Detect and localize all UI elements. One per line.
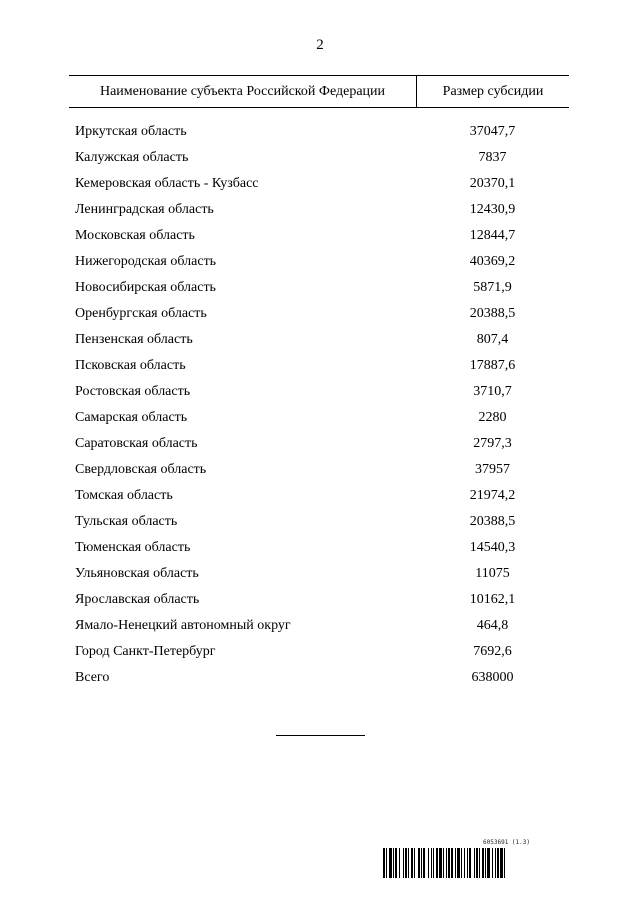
table-row [69, 327, 569, 353]
barcode-bar [403, 848, 404, 878]
header-subsidy-amount: Размер субсидии [442, 84, 544, 99]
table-row [69, 561, 569, 587]
row-subject-name: Нижегородская область [75, 254, 217, 269]
row-subject-name: Ярославская область [75, 592, 200, 607]
barcode-bar [500, 848, 503, 878]
barcode-bar [439, 848, 442, 878]
row-subsidy-amount: 21974,2 [469, 488, 516, 503]
table-row [69, 353, 569, 379]
barcode-bar [383, 848, 385, 878]
subsidy-table [69, 75, 569, 691]
barcode-bar [485, 848, 486, 878]
table-row [69, 119, 569, 145]
table-row [69, 457, 569, 483]
barcode-bar [428, 848, 429, 878]
row-subject-name: Томская область [75, 488, 173, 503]
barcode-bar [431, 848, 432, 878]
barcode-bar [448, 848, 450, 878]
row-subject-name: Иркутская область [75, 124, 187, 139]
table-row [69, 483, 569, 509]
table-body [69, 119, 569, 691]
row-subsidy-amount: 12844,7 [469, 228, 516, 243]
row-subsidy-amount: 464,8 [476, 618, 509, 633]
barcode-bar [421, 848, 422, 878]
barcode-bar [469, 848, 471, 878]
row-subject-name: Тюменская область [75, 540, 191, 555]
barcode-bar [464, 848, 465, 878]
row-subject-name: Новосибирская область [75, 280, 216, 295]
barcode-bar [418, 848, 420, 878]
row-subject-name: Псковская область [75, 358, 186, 373]
row-subject-name: Саратовская область [75, 436, 198, 451]
barcode-bar [476, 848, 478, 878]
row-subject-name: Самарская область [75, 410, 188, 425]
row-subsidy-amount: 20388,5 [469, 306, 516, 321]
barcode-bar [393, 848, 394, 878]
page-number: 2 [316, 37, 324, 53]
barcode-bar [504, 848, 505, 878]
row-subject-name: Кемеровская область - Кузбасс [75, 176, 259, 191]
row-subject-name: Свердловская область [75, 462, 207, 477]
table-row [69, 535, 569, 561]
barcode-bar [455, 848, 456, 878]
table-row [69, 639, 569, 665]
row-subsidy-amount: 11075 [475, 566, 510, 581]
table-row [69, 379, 569, 405]
barcode-bar [436, 848, 438, 878]
table-row [69, 509, 569, 535]
barcode-icon [383, 848, 590, 878]
row-subsidy-amount: 37047,7 [469, 124, 516, 139]
row-subject-name: Ростовская область [75, 384, 191, 399]
row-subject-name: Оренбургская область [75, 306, 207, 321]
row-total-label: Всего [75, 670, 110, 685]
row-subsidy-amount: 12430,9 [469, 202, 516, 217]
row-subsidy-amount: 37957 [475, 462, 510, 477]
barcode-bar [497, 848, 499, 878]
row-subsidy-amount: 807,4 [476, 332, 509, 347]
barcode-bar [414, 848, 415, 878]
table-row-total [69, 665, 569, 691]
row-subject-name: Калужская область [75, 150, 189, 165]
barcode-bar [389, 848, 392, 878]
row-subsidy-amount: 7837 [478, 150, 507, 165]
row-subsidy-amount: 10162,1 [469, 592, 516, 607]
barcode-bar [386, 848, 387, 878]
barcode-bar [495, 848, 496, 878]
barcode-bar [474, 848, 475, 878]
table-row [69, 249, 569, 275]
row-total-amount: 638000 [471, 670, 514, 685]
row-subsidy-amount: 2797,3 [473, 436, 512, 451]
row-subsidy-amount: 2280 [478, 410, 507, 425]
table-row [69, 275, 569, 301]
row-subject-name: Город Санкт-Петербург [75, 644, 216, 659]
table-header [69, 75, 569, 108]
row-subject-name: Московская область [75, 228, 195, 243]
barcode-bar [411, 848, 413, 878]
end-of-document-line [276, 735, 365, 736]
barcode-bar [408, 848, 409, 878]
barcode-bar [487, 848, 490, 878]
barcode-bar [405, 848, 407, 878]
table-row [69, 301, 569, 327]
row-subsidy-amount: 7692,6 [473, 644, 512, 659]
row-subject-name: Ульяновская область [75, 566, 199, 581]
table-row [69, 613, 569, 639]
table-row [69, 405, 569, 431]
barcode-bar [451, 848, 453, 878]
table-row [69, 171, 569, 197]
table-row [69, 197, 569, 223]
table-row [69, 145, 569, 171]
barcode-bar [399, 848, 400, 878]
barcode-bar [423, 848, 425, 878]
row-subsidy-amount: 14540,3 [469, 540, 516, 555]
barcode-code: 6053691 (1.3) [483, 839, 530, 846]
document-barcode [383, 838, 590, 878]
header-subject-name: Наименование субъекта Российской Федерации [69, 76, 417, 107]
row-subsidy-amount: 20370,1 [469, 176, 516, 191]
barcode-bar [446, 848, 447, 878]
row-subsidy-amount: 40369,2 [469, 254, 516, 269]
barcode-bar [443, 848, 444, 878]
table-row [69, 587, 569, 613]
row-subject-name: Пензенская область [75, 332, 193, 347]
row-subject-name: Ямало-Ненецкий автономный округ [75, 618, 291, 633]
row-subsidy-amount: 17887,6 [469, 358, 516, 373]
barcode-bar [395, 848, 397, 878]
barcode-bar [457, 848, 460, 878]
row-subsidy-amount: 20388,5 [469, 514, 516, 529]
barcode-bar [479, 848, 480, 878]
row-subject-name: Тульская область [75, 514, 178, 529]
table-row [69, 431, 569, 457]
barcode-bar [492, 848, 493, 878]
row-subject-name: Ленинградская область [75, 202, 214, 217]
row-subsidy-amount: 5871,9 [473, 280, 512, 295]
row-subsidy-amount: 3710,7 [473, 384, 512, 399]
table-row [69, 223, 569, 249]
barcode-bar [482, 848, 484, 878]
barcode-bar [467, 848, 468, 878]
barcode-bar [433, 848, 434, 878]
barcode-bar [461, 848, 462, 878]
